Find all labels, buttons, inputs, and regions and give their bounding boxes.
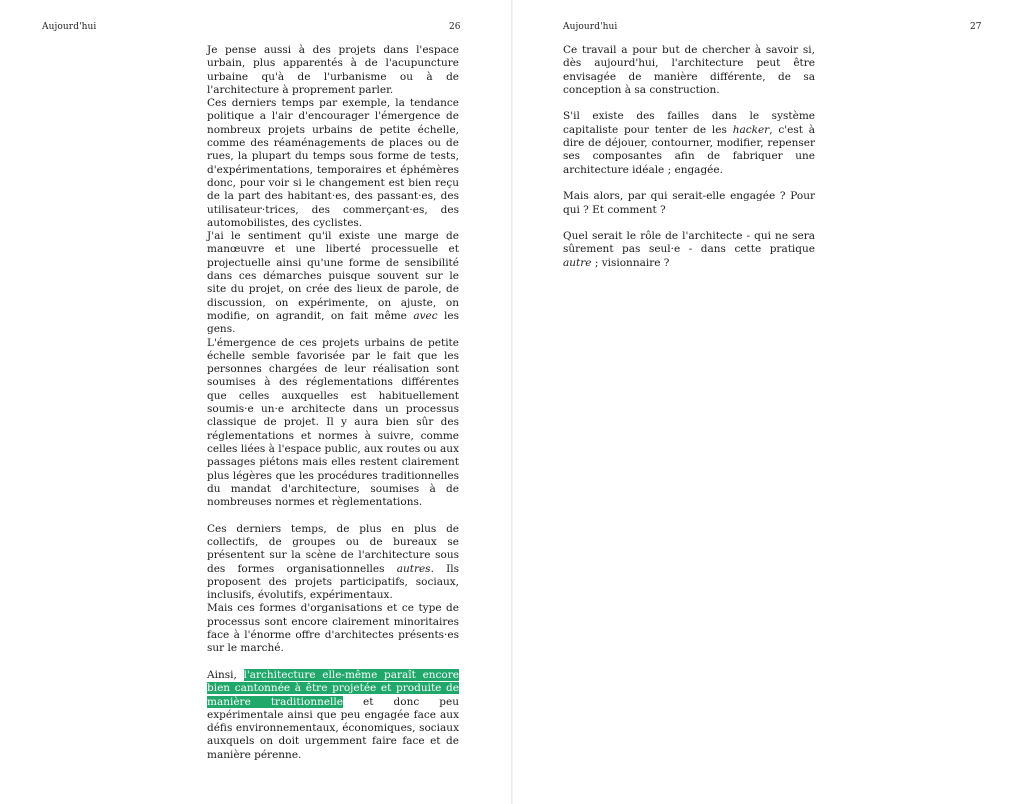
text-run: Quel serait le rôle de l'architecte - qui ne sera sûrement pas seul·e - dans cette pratique <box>563 230 815 256</box>
paragraph[interactable]: Mais ces formes d'organisations et ce type de processus sont encore clairement minoritaires face à l'énorme offre d'architectes présents·es sur le marché. <box>207 602 459 655</box>
paragraph-gap <box>563 97 815 110</box>
paragraph[interactable]: L'émergence de ces projets urbains de petite échelle semble favorisée par le fait que les personnes chargées de leur réalisation sont soumises à des réglementations différentes que celles auxquelles est habituellement soumis·e un·e architecte dans un processus classique de projet. Il y aura bien sûr des réglementations et normes à suivre, comme celles liées à l'espace public, aux routes ou aux passages piétons mais elles restent clairement plus légères que les procédures traditionnelles du mandat d'architecture, soumises à de nombreuses normes et règlementations. <box>207 336 459 509</box>
paragraph[interactable] <box>207 523 459 603</box>
paragraph-gap <box>563 177 815 190</box>
text-run: ; visionnaire ? <box>591 256 670 269</box>
paragraph-gap <box>207 656 459 669</box>
right-page-body <box>563 44 815 270</box>
paragraph[interactable]: Ces derniers temps par exemple, la tendance politique a l'air d'encourager l'émergence de nombreux projets urbains de petite échelle, comme des réaménagements de places ou de rues, la plupart du temps sous forme de tests, d'expérimentations, temporaires et éphémères donc, pour voir si le changement est bien reçu de la part des habitant·es, des passant·es, des utilisateur·trices, des commerçant·es, des automobilistes, des cyclistes. <box>207 97 459 229</box>
paragraph[interactable] <box>207 230 459 336</box>
text-run: Ces derniers temps, de plus en plus de collectifs, de groupes ou de bureaux se présentent sur la scène de l'architecture sous des formes organisationnelles <box>207 522 459 575</box>
paragraph[interactable]: Je pense aussi à des projets dans l'espace urbain, plus apparentés à de l'acupuncture urbaine qu'à de l'urbanisme ou à de l'architecture à proprement parler. <box>207 44 459 96</box>
emphasis: autres <box>396 562 431 575</box>
paragraph[interactable] <box>563 230 815 270</box>
paragraph[interactable]: Ce travail a pour but de chercher à savoir si, dès aujourd'hui, l'architecture peut être envisagée de manière différente, de sa conception à sa construction. <box>563 44 815 96</box>
text-run: Ainsi, <box>207 668 244 681</box>
text-run: et donc peu expérimentale ainsi que peu engagée face aux défis environnementaux, économiques, sociaux auxquels on doit urgemment faire face et de manière pérenne. <box>207 695 459 761</box>
emphasis: hacker <box>732 123 770 136</box>
text-run: . Ils proposent des projets participatifs, sociaux, inclusifs, évolutifs, expérimentaux. <box>207 562 459 602</box>
paragraph-gap <box>563 217 815 230</box>
text-run: J'ai le sentiment qu'il existe une marge de manœuvre et une liberté processuelle et projectuelle ainsi qu'une forme de sensibilité dans ces démarches puisque souvent sur le site du projet, on crée des lieux de parole, de discussion, on expérimente, on ajuste, on modifie, on agrandit, on fait même <box>207 230 459 322</box>
paragraph[interactable] <box>563 110 815 176</box>
emphasis: avec <box>413 309 438 322</box>
emphasis: autre <box>563 256 592 269</box>
text-run: les gens. <box>207 309 459 336</box>
paragraph-gap <box>207 509 459 522</box>
running-head-right: Aujourd'hui <box>563 22 618 32</box>
left-page-body <box>207 44 459 762</box>
text-run: , c'est à dire de déjouer, contourner, modifier, repenser ses composantes afin de fabriquer une architecture idéale ; engagée. <box>563 123 816 176</box>
left-page <box>0 0 511 804</box>
text-run: S'il existe des failles dans le système capitaliste pour tenter de les <box>563 110 815 136</box>
running-head-left: Aujourd'hui <box>42 22 97 32</box>
right-page <box>513 0 1024 804</box>
text-highlight[interactable]: l'architecture elle-même paraît encore bien cantonnée à être projetée et produite de manière traditionnelle <box>207 668 459 708</box>
page-number-left: 26 <box>449 22 461 32</box>
paragraph[interactable] <box>207 669 459 762</box>
page-number-right: 27 <box>970 22 982 32</box>
paragraph[interactable]: Mais alors, par qui serait-elle engagée ? Pour qui ? Et comment ? <box>563 190 815 216</box>
